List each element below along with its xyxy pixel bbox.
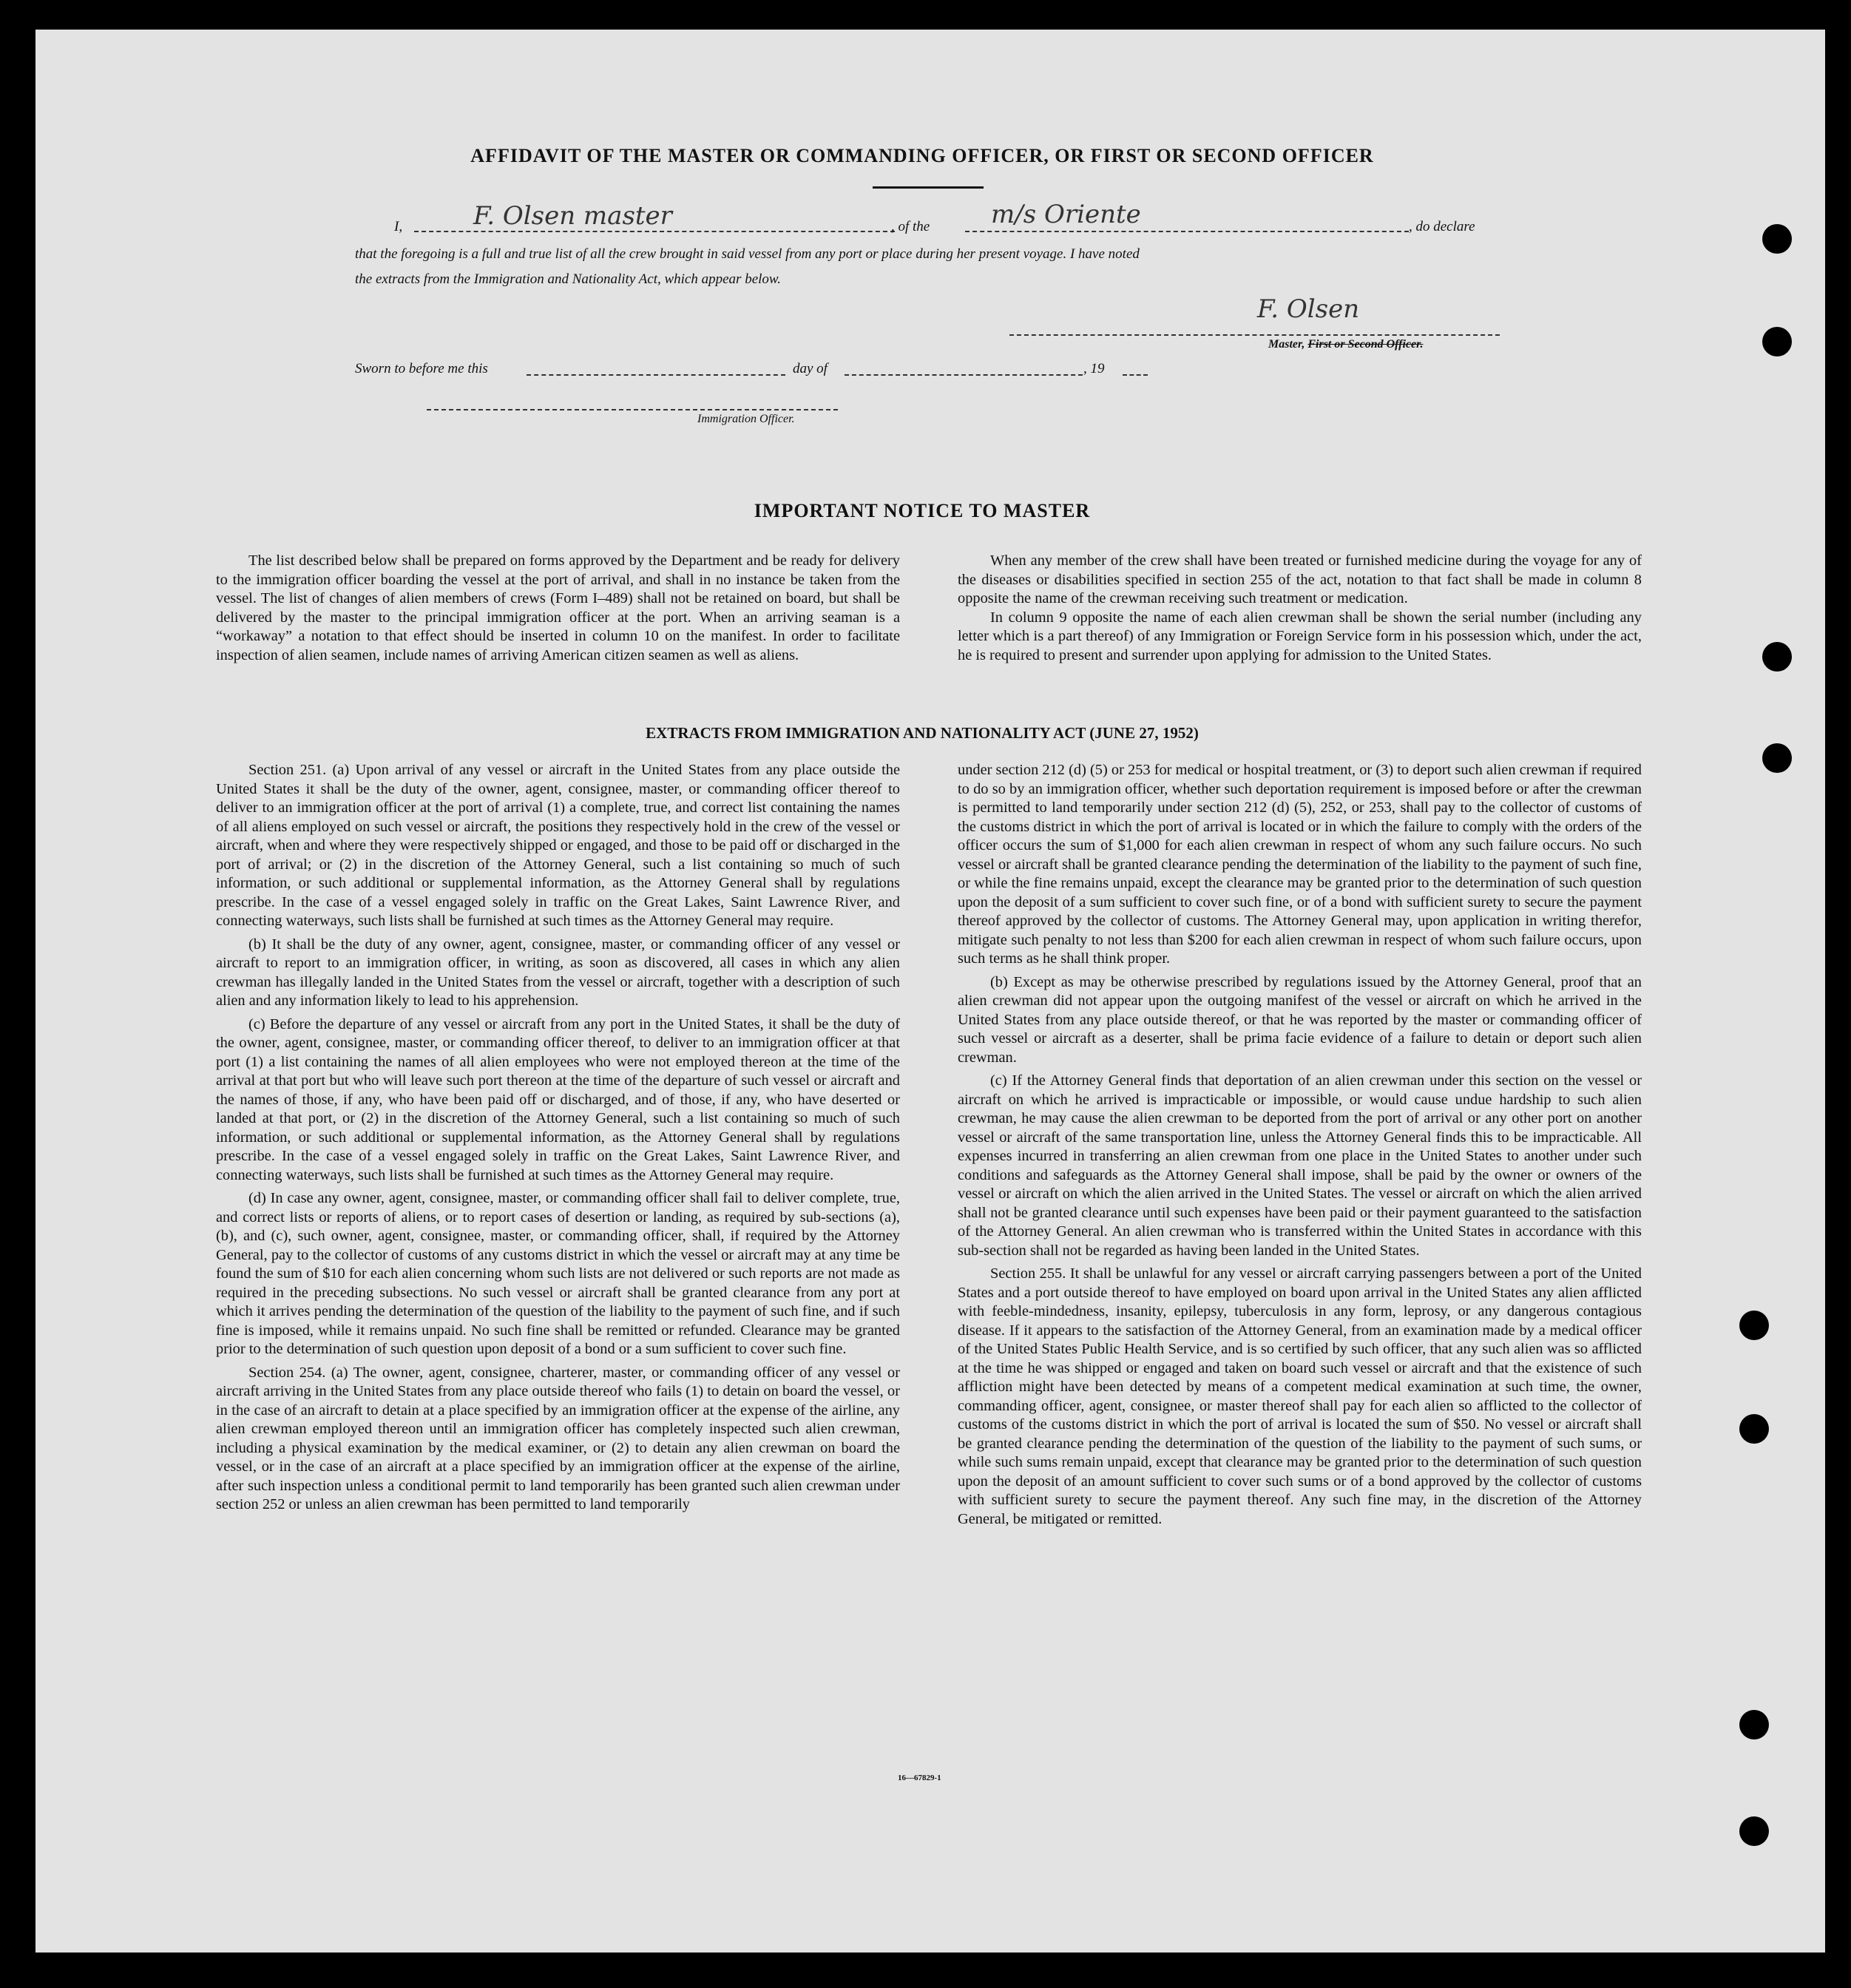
vessel-name-line — [965, 231, 1409, 232]
affidavit-body-line2: the extracts from the Immigration and Nationality Act, which appear below. — [355, 271, 781, 287]
extracts-right-column — [958, 761, 1642, 1533]
immigration-officer-label: Immigration Officer. — [697, 413, 795, 425]
punch-hole — [1739, 1710, 1769, 1740]
extracts-left-column — [216, 761, 900, 1519]
punch-hole — [1762, 327, 1792, 356]
punch-hole — [1762, 642, 1792, 672]
notice-left-paragraph: The list described below shall be prepared on forms approved by the Department and be ready for delivery to the immigration officer boarding the vessel at the port of arrival, and shall in no instance be taken from the vessel. The list of changes of alien members of crews (Form I–489) shall not be retained on board, but shall be delivered by the master to the principal immigration officer at the port. When an arriving seaman is a “workaway” a notation to that effect should be inserted in column 10 on the manifest. In order to facilitate inspection of alien seamen, include names of arriving American citizen seamen as well as aliens. — [216, 552, 900, 663]
vessel-name-handwritten: m/s Oriente — [991, 200, 1141, 229]
section-255: Section 255. It shall be unlawful for any vessel or aircraft carrying passengers between a port of the United States and a port outside thereof to have employed on board upon arrival in the United States any alien afflicted with feeble-mindedness, insanity, epilepsy, tuberculosis in any form, leprosy, or any dangerous contagious disease. If it appears to the satisfaction of the Attorney General, from an examination made by a medical officer of the United States Public Health Service, and is so certified by such officer, that any such alien was so afflicted at the time he was shipped or engaged and taken on board such vessel or aircraft and that the existence of such affliction might have been detected by means of a competent medical examination at such time, the owner, commanding officer, agent, consignee, or master thereof shall pay for each alien so afflicted to the collector of customs of the customs district in which the port of arrival is located the sum of $50. No vessel or aircraft shall be granted clearance pending the determination of the question of the liability to the payment of such sums, or while such sums remain unpaid, except that clearance may be granted prior to the determination of such question upon the deposit of an amount sufficient to cover such sums or of a bond approved by the collector of customs with sufficient surety to secure the payment thereof. Any such fine may, in the discretion of the Attorney General, be mitigated or remitted. — [958, 1265, 1642, 1527]
title-rule — [873, 186, 984, 189]
punch-hole — [1762, 224, 1792, 254]
notice-left-column — [216, 552, 900, 669]
master-signature: F. Olsen — [1257, 294, 1360, 324]
signer-title — [1268, 338, 1424, 351]
punch-hole — [1739, 1816, 1769, 1846]
signature-line — [1009, 334, 1500, 336]
notice-title: IMPORTANT NOTICE TO MASTER — [754, 500, 1091, 521]
affidavit-title: AFFIDAVIT OF THE MASTER OR COMMANDING OFFICER, OR FIRST OR SECOND OFFICER — [470, 145, 1374, 166]
notice-right-column — [958, 552, 1642, 669]
declarant-name-handwritten: F. Olsen master — [473, 201, 672, 231]
notice-right-paragraph-1: When any member of the crew shall have been treated or furnished medicine during the voyage for any of the diseases or disabilities specified in section 255 of the act, notation to that fact shall be made in column 8 opposite the name of the crewman receiving such treatment or medication. — [958, 552, 1642, 606]
punch-hole — [1739, 1414, 1769, 1444]
section-254a: Section 254. (a) The owner, agent, consignee, charterer, master, or commanding officer of any vessel or aircraft arriving in the United States from any place outside thereof who fails (1) to detain on board the vessel, or in the case of an aircraft to detain at a place specified by an immigration officer at the expense of the airline, any alien crewman employed thereon until an immigration officer has completely inspected such alien crewman, including a physical examination by the medical examiner, or (2) to detain any alien crewman on board the vessel, or in the case of an aircraft at a place specified by an immigration officer at the expense of the airline, after such inspection unless a conditional permit to land temporarily has been granted such alien crewman under section 252 or unless an alien crewman has been permitted to land temporarily — [216, 1364, 900, 1512]
signer-master-label: Master, — [1268, 338, 1305, 351]
section-251c: (c) Before the departure of any vessel or aircraft from any port in the United States, it shall be the duty of the owner, agent, consignee, master, or commanding officer thereof, to deliver to an immigration officer at that port (1) a list containing the names of all alien employees who were not employed thereon at the time of the arrival at that port but who will leave such port thereon at the time of the departure of such vessel or aircraft and the names of those, if any, who have been paid off or discharged, and of those, if any, who have deserted or landed at that port, or (2) in the discretion of the Attorney General, such a list containing so much of such information, or such additional or supplemental information, as the Attorney General shall by regulations prescribe. In the case of a vessel engaged solely in traffic on the Great Lakes, Saint Lawrence River, and connecting waterways, such lists shall be furnished at such times as the Attorney General may require. — [216, 1015, 900, 1183]
section-254c: (c) If the Attorney General finds that deportation of an alien crewman under this section on the vessel or aircraft on which he arrived is impracticable or impossible, or would cause undue hardship to such alien crewman, he may cause the alien crewman to be deported from the port of arrival or any other port on another vessel or aircraft of the same transportation line, unless the Attorney General finds this to be impracticable. All expenses incurred in transferring an alien crewman from one place in the United States to another under such conditions and safeguards as the Attorney General shall impose, shall be paid by the owner or owners of the vessel or aircraft on which the alien arrived in the United States. The vessel or aircraft on which the alien arrived shall not be granted clearance until such expenses have been paid or their payment guaranteed to the satisfaction of the Attorney General. An alien crewman who is transferred within the United States in accordance with this sub-section shall not be regarded as having been landed in the United States. — [958, 1072, 1642, 1259]
declare-label: , do declare — [1409, 219, 1475, 234]
signer-struck-label: First or Second Officer. — [1307, 338, 1424, 351]
declarant-prefix: I, — [394, 219, 403, 234]
section-254a-continued: under section 212 (d) (5) or 253 for medical or hospital treatment, or (3) to deport such alien crewman if required to do so by an immigration officer, whether such deportation requirement is imposed before or after the crewman is permitted to land temporarily under section 212 (d) (5), 252, or 253, shall pay to the collector of customs of the customs district in which the port of arrival is located or in which the failure to comply with the orders of the officer occurs the sum of $1,000 for each alien crewman in respect of whom any such failure occurs. No such vessel or aircraft shall be granted clearance pending the determination of the liability to the payment of such fine, or while the fine remains unpaid, except the clearance may be granted prior to the determination of such question upon the deposit of a sum sufficient to cover such fine, or of a bond with sufficient surety to secure the payment thereof approved by the collector of customs. The Attorney General may, upon application in writing therefor, mitigate such penalty to not less than $200 for each alien crewman in respect of whom such failure occurs, upon such terms as he shall think proper. — [958, 762, 1642, 967]
section-251b: (b) It shall be the duty of any owner, agent, consignee, master, or commanding officer of any vessel or aircraft to report to an immigration officer, in writing, as soon as discovered, all cases in which any alien crewman has illegally landed in the United States from the vessel or aircraft, together with a description of such alien and any information likely to lead to his apprehension. — [216, 936, 900, 1009]
day-of-label: day of — [793, 361, 828, 376]
year-prefix: , 19 — [1083, 361, 1105, 376]
punch-hole — [1762, 743, 1792, 773]
form-number: 16—67829-1 — [898, 1774, 941, 1782]
extracts-title: EXTRACTS FROM IMMIGRATION AND NATIONALITY ACT (JUNE 27, 1952) — [646, 724, 1199, 742]
sworn-date-line — [527, 374, 785, 376]
year-line — [1123, 374, 1148, 376]
section-251a: Section 251. (a) Upon arrival of any vessel or aircraft in the United States from any place outside the United States it shall be the duty of the owner, agent, consignee, master, or commanding officer thereof to deliver to an immigration officer at the port of arrival (1) a complete, true, and correct list containing the names of all aliens employed on such vessel or aircraft, the positions they respectively hold in the crew of the vessel or aircraft, when and where they were respectively shipped or engaged, and those to be paid off or discharged in the port of arrival; or (2) in the discretion of the Attorney General, such a list containing so much of such information, or such additional or supplemental information, as the Attorney General shall by regulations prescribe. In the case of a vessel engaged solely in traffic on the Great Lakes, Saint Lawrence River, and connecting waterways, such lists shall be furnished at such times as the Attorney General may require. — [216, 762, 900, 929]
of-the-label: , of the — [891, 219, 930, 234]
sworn-label: Sworn to before me this — [355, 361, 488, 376]
officer-signature-line — [427, 409, 838, 410]
affidavit-body-line1: that the foregoing is a full and true list of all the crew brought in said vessel from any port or place during her present voyage. I have noted — [355, 246, 1140, 262]
section-251d: (d) In case any owner, agent, consignee, master, or commanding officer shall fail to deliver complete, true, and correct lists or reports of aliens, or to report cases of desertion or landing, as required by sub-sections (a), (b), and (c), such owner, agent, consignee, master, or commanding officer, shall, if required by the Attorney General, pay to the collector of customs of any customs district in which the vessel or aircraft may at any time be found the sum of $10 for each alien concerning whom such lists are not delivered or such reports are not made as required in the preceding subsections. No such vessel or aircraft shall be granted clearance from any port at which it arrives pending the determination of the question of the liability to the payment of such fine, and if such fine is imposed, while it remains unpaid. No such fine shall be remitted or refunded. Clearance may be granted prior to the determination of such question upon deposit of a bond or a sum sufficient to cover such fine. — [216, 1190, 900, 1357]
declarant-name-line — [414, 231, 895, 232]
section-254b: (b) Except as may be otherwise prescribed by regulations issued by the Attorney General, proof that an alien crewman did not appear upon the outgoing manifest of the vessel or aircraft on which he arrived in the United States from any place outside thereof, or that he was reported by the master or commanding officer of such vessel or aircraft as a deserter, shall be prima facie evidence of a failure to detain or deport such alien crewman. — [958, 973, 1642, 1066]
notice-right-paragraph-2: In column 9 opposite the name of each alien crewman shall be shown the serial number (including any letter which is a part thereof) of any Immigration or Foreign Service form in his possession which, under the act, he is required to present and surrender upon applying for admission to the United States. — [958, 609, 1642, 663]
month-line — [845, 374, 1083, 376]
punch-hole — [1739, 1311, 1769, 1340]
